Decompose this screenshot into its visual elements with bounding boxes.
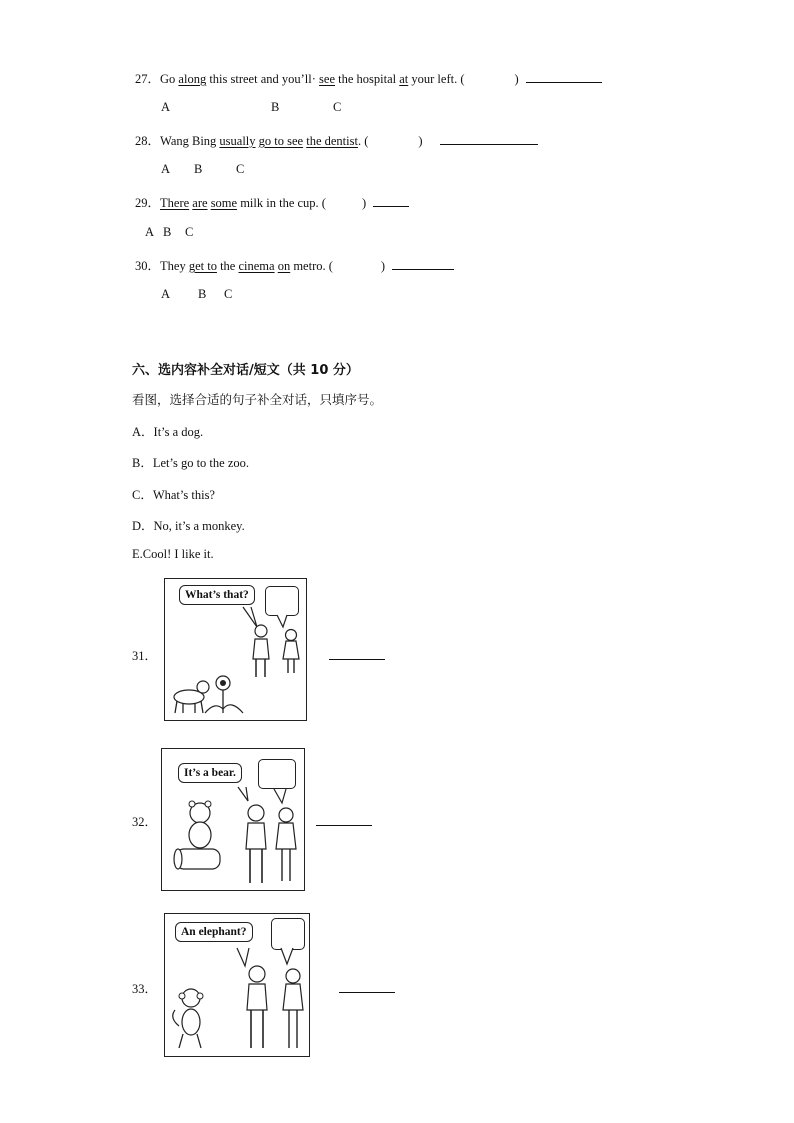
- option-c: C: [333, 100, 342, 114]
- answer-blank-27[interactable]: [526, 70, 602, 83]
- speech-bubble: An elephant?: [175, 922, 253, 942]
- option-b: B: [194, 162, 203, 176]
- answer-blank-31[interactable]: [329, 647, 385, 660]
- question-number-31: 31．: [132, 649, 158, 663]
- picture-panel-33: [164, 913, 310, 1057]
- question-number-32: 32．: [132, 815, 158, 829]
- section-instruction: 看图，选择合适的句子补全对话，只填序号。: [132, 392, 383, 407]
- option-c: C: [236, 162, 245, 176]
- answer-blank-32[interactable]: [316, 813, 372, 826]
- option-c: C: [185, 225, 194, 239]
- option-b: B: [163, 225, 172, 239]
- speech-bubble: It’s a bear.: [178, 763, 242, 783]
- section-heading: 六、选内容补全对话/短文（共 10 分）: [132, 363, 359, 378]
- option-a: A: [161, 287, 171, 301]
- picture-panel-31: [164, 578, 307, 721]
- question-28: 28．Wang Bing usually go to see the dentist. ( ): [135, 131, 538, 149]
- answer-blank-28[interactable]: [440, 132, 538, 145]
- option-b: B: [198, 287, 207, 301]
- answer-blank-29[interactable]: [373, 194, 409, 207]
- speech-bubble: What’s that?: [179, 585, 255, 605]
- question-30: 30．They get to the cinema on metro. ( ): [135, 256, 454, 274]
- choice-c: C．What’s this?: [132, 488, 215, 502]
- monkey-and-children-illustration: [165, 914, 309, 1056]
- question-number-33: 33．: [132, 982, 158, 996]
- option-a: A: [161, 100, 171, 114]
- answer-blank-30[interactable]: [392, 257, 454, 270]
- choice-b: B．Let’s go to the zoo.: [132, 456, 249, 470]
- dog-and-children-illustration: [165, 579, 306, 720]
- option-c: C: [224, 287, 233, 301]
- picture-panel-32: [161, 748, 305, 891]
- choice-d: D．No, it’s a monkey.: [132, 519, 245, 533]
- bear-and-children-illustration: [162, 749, 304, 890]
- option-a: A: [161, 162, 171, 176]
- choice-e: E.Cool! I like it.: [132, 547, 214, 561]
- option-b: B: [271, 100, 280, 114]
- question-29: 29．There are some milk in the cup. ( ): [135, 193, 409, 211]
- answer-blank-33[interactable]: [339, 980, 395, 993]
- option-a: A: [145, 225, 155, 239]
- question-27: 27．Go along this street and you’ll· see the hospital at your left. ( ): [135, 69, 602, 87]
- choice-a: A．It’s a dog.: [132, 425, 204, 439]
